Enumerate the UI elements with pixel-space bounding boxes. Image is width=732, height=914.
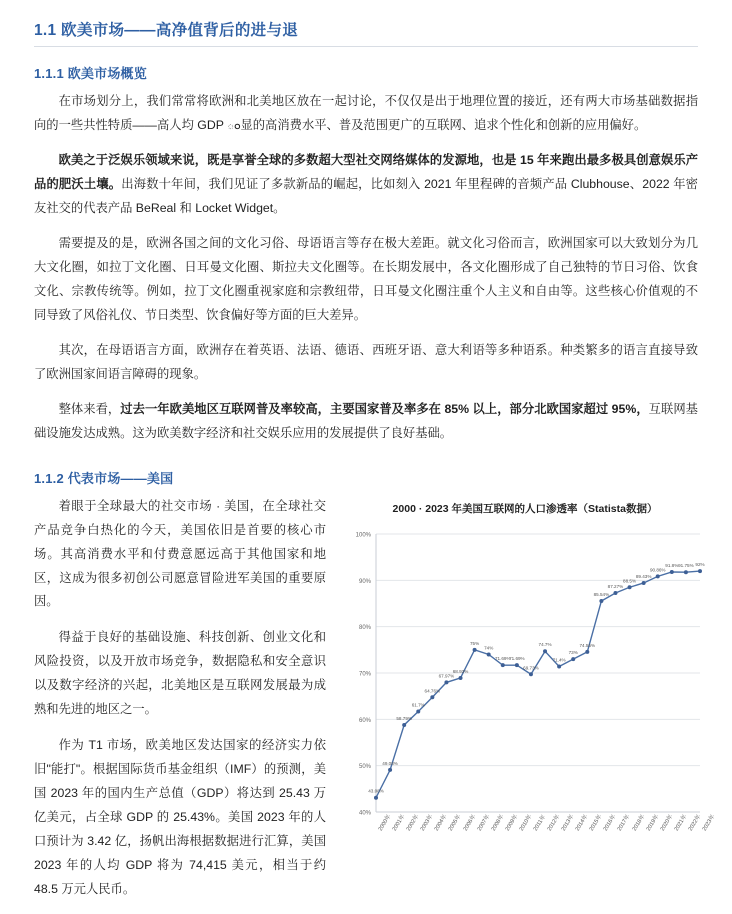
chart-x-label: 2007年: [476, 813, 491, 832]
chart-x-label: 2002年: [405, 813, 421, 832]
svg-text:68.93%: 68.93%: [452, 668, 469, 674]
chart-x-label: 2012年: [546, 813, 562, 832]
svg-text:64.76%: 64.76%: [424, 687, 441, 693]
svg-text:74.7%: 74.7%: [538, 641, 552, 647]
subsection-1-title: 1.1.1 欧美市场概览: [34, 66, 147, 81]
svg-text:61.7%: 61.7%: [411, 702, 425, 708]
paragraph: 着眼于全球最大的社交市场 · 美国，在全球社交产品竞争白热化的今天，美国依旧是首要的核心市场。其高消费水平和付费意愿远高于其他国家和地区，这成为很多初创公司愿意冒险进军美国的重要原因。: [34, 498, 326, 609]
paragraph: 其次，在母语语言方面，欧洲存在着英语、法语、德语、西班牙语、意大利语等多种语系。种类繁多的语言直接导致了欧洲国家间语言障碍的现象。: [34, 342, 698, 381]
subsection-2: [34, 468, 717, 914]
svg-text:69.73%: 69.73%: [523, 664, 539, 670]
svg-text:71.69%: 71.69%: [494, 655, 511, 661]
paragraph: 作为 T1 市场，欧美地区发达国家的经济实力依旧"能打"。根据国际货币基金组织（IMF）的预测，美国 2023 年的国内生产总值（GDP）将达到 25.43 万亿美元，占全球 GDP 的 25.43%。美国 2023 年的人口预计为 3.42 亿，扬帆出海根据数据进行汇算，美国 2023 年的人均 GDP 将为 74,415 美元，相当于约 48.5 万元人民币。: [34, 738, 326, 897]
chart-x-label: 2009年: [504, 813, 520, 832]
svg-text:40%: 40%: [358, 810, 371, 817]
chart-x-label: 2006年: [462, 813, 477, 832]
svg-text:71.69%: 71.69%: [509, 655, 525, 661]
svg-text:75%: 75%: [470, 640, 480, 646]
svg-text:90.86%: 90.86%: [649, 566, 666, 572]
title-divider: [34, 46, 698, 47]
chart-canvas: [342, 526, 708, 826]
page-title: 1.1 欧美市场——高净值背后的进与退: [34, 22, 299, 39]
svg-text:74.55%: 74.55%: [579, 642, 596, 648]
svg-text:89.43%: 89.43%: [635, 573, 652, 579]
chart-x-label: 2020年: [659, 813, 675, 832]
paragraph: 需要提及的是，欧洲各国之间的文化习俗、母语语言等存在极大差距。就文化习俗而言，欧洲国家可以大致划分为几大文化圈，如拉丁文化圈、日耳曼文化圈、斯拉夫文化圈等。在长期发展中，各文化圈形成了自己独特的节日习俗、饮食文化、宗教传统等。例如，拉丁文化圈重视家庭和宗教纽带，日耳曼文化圈注重个人主义和自由等。这些核心价值观的不同导致了风俗礼仪、节日类型、饮食偏好等方面的巨大差异。: [34, 235, 698, 322]
paragraph-bold: 过去一年欧美地区互联网普及率较高，主要国家普及率多在 85% 以上，部分北欧国家超过 95%，: [120, 401, 649, 416]
svg-text:70%: 70%: [358, 671, 371, 678]
svg-text:43.08%: 43.08%: [368, 788, 384, 794]
text-column: [34, 495, 326, 914]
chart-x-label: 2021年: [673, 813, 689, 832]
chart-x-label: 2010年: [518, 813, 534, 832]
paragraph-lead: 整体来看，: [58, 401, 121, 416]
paragraph-rest: 互联网基础设施发达成熟。这为欧美数字经济和社交娱乐应用的发展提供了良好基础。: [34, 401, 698, 440]
svg-text:67.97%: 67.97%: [438, 672, 455, 678]
paragraph: [34, 398, 698, 446]
svg-text:87.27%: 87.27%: [607, 583, 624, 589]
chart-x-label: 2018年: [631, 813, 646, 832]
svg-text:74%: 74%: [484, 645, 494, 651]
line-chart: [342, 501, 717, 872]
chart-x-label: 2013年: [560, 813, 576, 832]
svg-text:100%: 100%: [355, 532, 371, 539]
svg-text:91.75%: 91.75%: [678, 562, 694, 568]
chart-x-label: 2001年: [391, 813, 407, 832]
svg-text:91.8%: 91.8%: [665, 562, 679, 568]
paragraph: [34, 149, 698, 221]
svg-text:90%: 90%: [358, 578, 371, 585]
paragraph: 得益于良好的基础设施、科技创新、创业文化和风险投资，以及开放市场竞争，数据隐私和安全意识以及数字经济的兴起，北美地区是互联网发展最为成熟和先进的地区之一。: [34, 630, 326, 717]
chart-column: [342, 495, 717, 914]
svg-text:50%: 50%: [358, 763, 371, 770]
svg-text:92%: 92%: [695, 561, 705, 567]
svg-text:60%: 60%: [358, 717, 371, 724]
chart-title: 2000 · 2023 年美国互联网的人口渗透率（Statista数据）: [392, 502, 658, 515]
chart-x-axis-labels: [376, 813, 717, 872]
paragraph: 在市场划分上，我们常常将欧洲和北美地区放在一起讨论，不仅仅是出于地理位置的接近，还有两大市场基础数据指向的一些共性特质——高人均 GDP ం显的高消费水平、普及范围更广的互联网、追求个性化和创新的应用偏好。: [34, 94, 698, 132]
chart-x-label: 2015年: [588, 813, 604, 832]
chart-x-label: 2019年: [645, 813, 660, 832]
svg-text:80%: 80%: [358, 624, 371, 631]
svg-text:73%: 73%: [568, 649, 578, 655]
chart-x-label: 2003年: [419, 813, 435, 832]
chart-x-label: 2011年: [532, 813, 548, 832]
chart-x-label: 2004年: [434, 813, 449, 832]
paragraph-rest: 出海数十年间，我们见证了多款新品的崛起，比如刻入 2021 年里程碑的音频产品 Clubhouse、2022 年密友社交的代表产品 BeReal 和 Locket Widget。: [34, 176, 698, 215]
svg-text:58.79%: 58.79%: [396, 715, 412, 721]
svg-text:71.4%: 71.4%: [552, 657, 566, 663]
chart-x-label: 2005年: [448, 813, 463, 832]
svg-text:85.54%: 85.54%: [593, 591, 610, 597]
chart-x-label: 2023年: [701, 813, 717, 832]
subsection-2-title: 1.1.2 代表市场——美国: [34, 470, 174, 486]
chart-x-label: 2008年: [490, 813, 506, 832]
chart-x-label: 2016年: [603, 813, 618, 832]
svg-text:88.5%: 88.5%: [623, 577, 637, 583]
chart-x-label: 2017年: [617, 813, 632, 832]
chart-x-label: 2022年: [687, 813, 703, 832]
svg-text:49.08%: 49.08%: [382, 760, 398, 766]
paragraph-bold-lead: 欧美之于泛娱乐领域来说，既是享誉全球的多数超大型社交网络媒体的发源地，也是 15 年来跑出最多极具创意娱乐产品的肥沃土壤。: [34, 152, 698, 191]
chart-x-label: 2000年: [377, 813, 393, 832]
chart-x-label: 2014年: [574, 813, 590, 832]
